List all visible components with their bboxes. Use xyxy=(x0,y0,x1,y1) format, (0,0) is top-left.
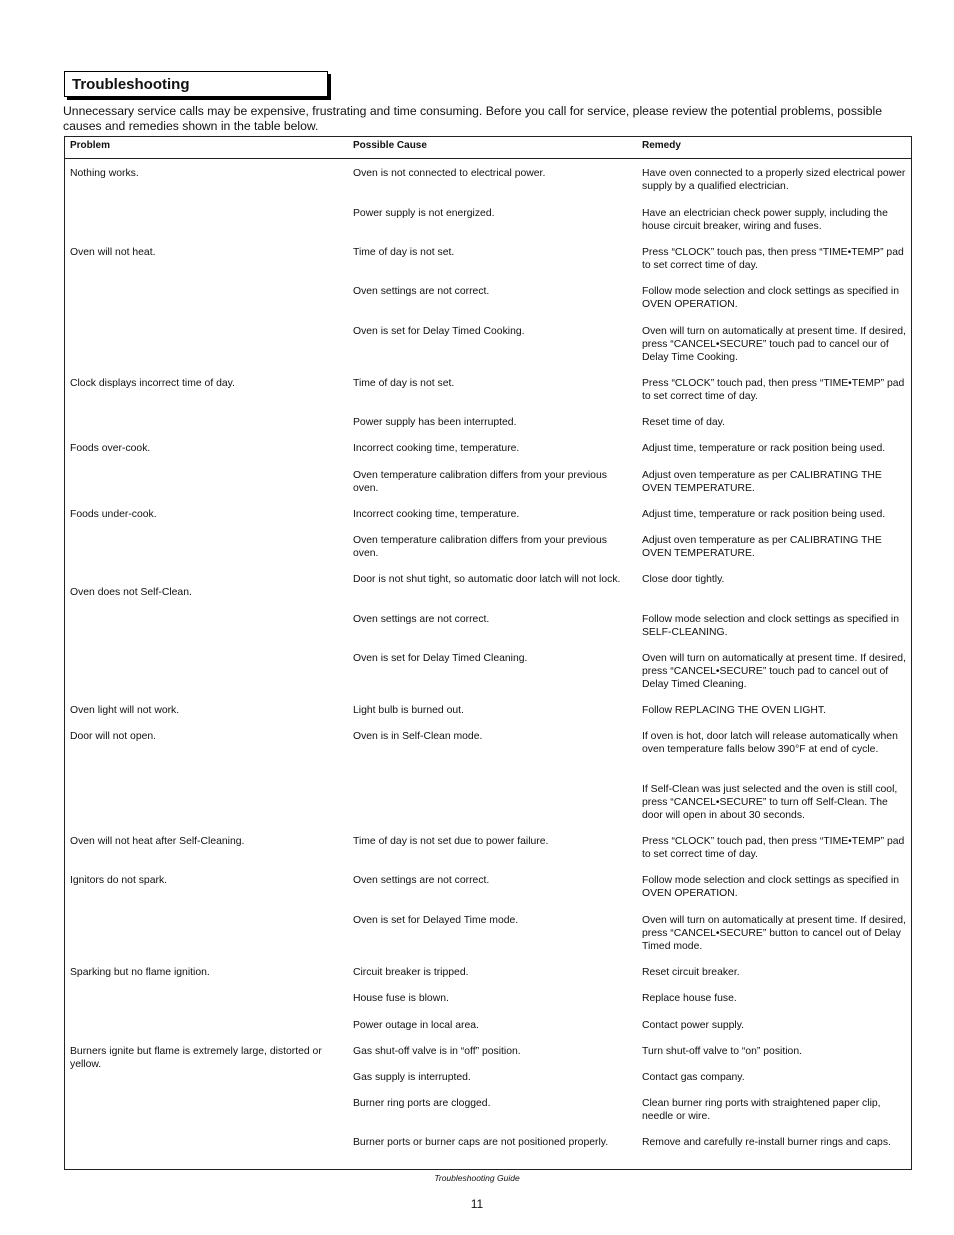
cause-cell: Oven is in Self-Clean mode. xyxy=(353,731,483,742)
cause-cell: House fuse is blown. xyxy=(353,993,449,1004)
cause-cell: Power outage in local area. xyxy=(353,1020,479,1031)
intro-paragraph: Unnecessary service calls may be expensive, frustrating and time consuming. Before you call for service, please review the potential problems, possible causes and remedies shown in the table below. xyxy=(63,104,882,133)
remedy-cell: If oven is hot, door latch will release automatically when oven temperature falls below 390°F at end of cycle. xyxy=(642,731,898,756)
remedy-cell: Oven will turn on automatically at present time. If desired, press “CANCEL•SECURE” button to cancel out of Delay Timed mode. xyxy=(642,915,906,953)
cause-cell: Time of day is not set. xyxy=(353,378,455,389)
cause-cell: Oven settings are not correct. xyxy=(353,614,490,625)
section-title: Troubleshooting xyxy=(72,76,190,93)
remedy-cell: Replace house fuse. xyxy=(642,993,737,1004)
cause-cell: Oven temperature calibration differs from your previous oven. xyxy=(353,535,607,560)
cause-cell: Oven is set for Delayed Time mode. xyxy=(353,915,519,926)
remedy-cell: If Self-Clean was just selected and the oven is still cool, press “CANCEL•SECURE” to turn off Self-Clean. The door will open in about 30 seconds. xyxy=(642,784,898,822)
remedy-cell: Press “CLOCK” touch pas, then press “TIME•TEMP” pad to set correct time of day. xyxy=(642,247,904,272)
remedy-cell: Clean burner ring ports with straightened paper clip, needle or wire. xyxy=(642,1098,881,1123)
cause-cell: Power supply has been interrupted. xyxy=(353,417,517,428)
cause-cell: Oven is set for Delay Timed Cooking. xyxy=(353,326,525,337)
troubleshooting-table xyxy=(64,136,912,1170)
cause-cell: Oven temperature calibration differs from your previous oven. xyxy=(353,470,607,495)
remedy-cell: Follow mode selection and clock settings as specified in OVEN OPERATION. xyxy=(642,875,900,900)
problem-cell: Oven will not heat after Self-Cleaning. xyxy=(70,836,245,847)
cause-cell: Time of day is not set due to power failure. xyxy=(353,836,549,847)
problem-cell: Burners ignite but flame is extremely large, distorted or yellow. xyxy=(70,1046,322,1071)
column-header-problem: Problem xyxy=(70,140,111,151)
remedy-cell: Remove and carefully re-install burner rings and caps. xyxy=(642,1137,891,1148)
section-title-box xyxy=(64,71,328,97)
cause-cell: Incorrect cooking time, temperature. xyxy=(353,509,520,520)
problem-cell: Ignitors do not spark. xyxy=(70,875,168,886)
remedy-cell: Adjust oven temperature as per CALIBRATING THE OVEN TEMPERATURE. xyxy=(642,470,882,495)
remedy-cell: Close door tightly. xyxy=(642,574,725,585)
page-number: 11 xyxy=(470,1197,484,1211)
cause-cell: Time of day is not set. xyxy=(353,247,455,258)
remedy-cell: Have an electrician check power supply, including the house circuit breaker, wiring and fuses. xyxy=(642,208,888,233)
remedy-cell: Follow mode selection and clock settings as specified in OVEN OPERATION. xyxy=(642,286,900,311)
problem-cell: Door will not open. xyxy=(70,731,157,742)
column-header-remedy: Remedy xyxy=(642,140,681,151)
remedy-cell: Oven will turn on automatically at present time. If desired, press “CANCEL•SECURE” touch pad to cancel our of Delay Time Cooking. xyxy=(642,326,906,364)
remedy-cell: Adjust time, temperature or rack position being used. xyxy=(642,509,886,520)
problem-cell: Oven will not heat. xyxy=(70,247,156,258)
remedy-cell: Follow REPLACING THE OVEN LIGHT. xyxy=(642,705,826,716)
cause-cell: Oven settings are not correct. xyxy=(353,875,490,886)
table-header xyxy=(65,137,911,159)
problem-cell: Sparking but no flame ignition. xyxy=(70,967,210,978)
remedy-cell: Have oven connected to a properly sized electrical power supply by a qualified electrician. xyxy=(642,168,906,193)
table-caption: Troubleshooting Guide xyxy=(434,1173,520,1183)
cause-cell: Door is not shut tight, so automatic door latch will not lock. xyxy=(353,574,621,585)
cause-cell: Oven is not connected to electrical power. xyxy=(353,168,546,179)
remedy-cell: Contact gas company. xyxy=(642,1072,745,1083)
cause-cell: Circuit breaker is tripped. xyxy=(353,967,469,978)
remedy-cell: Press “CLOCK” touch pad, then press “TIME•TEMP” pad to set correct time of day. xyxy=(642,378,905,403)
cause-cell: Burner ring ports are clogged. xyxy=(353,1098,491,1109)
remedy-cell: Follow mode selection and clock settings as specified in SELF-CLEANING. xyxy=(642,614,900,639)
cause-cell: Oven is set for Delay Timed Cleaning. xyxy=(353,653,528,664)
problem-cell: Clock displays incorrect time of day. xyxy=(70,378,235,389)
problem-cell: Foods over-cook. xyxy=(70,443,151,454)
remedy-cell: Contact power supply. xyxy=(642,1020,745,1031)
remedy-cell: Reset circuit breaker. xyxy=(642,967,740,978)
remedy-cell: Reset time of day. xyxy=(642,417,725,428)
cause-cell: Power supply is not energized. xyxy=(353,208,495,219)
cause-cell: Burner ports or burner caps are not positioned properly. xyxy=(353,1137,609,1148)
remedy-cell: Turn shut-off valve to “on” position. xyxy=(642,1046,802,1057)
column-header-cause: Possible Cause xyxy=(353,140,427,151)
remedy-cell: Adjust time, temperature or rack position being used. xyxy=(642,443,886,454)
problem-cell: Oven does not Self-Clean. xyxy=(70,587,192,598)
cause-cell: Oven settings are not correct. xyxy=(353,286,490,297)
remedy-cell: Oven will turn on automatically at present time. If desired, press “CANCEL•SECURE” touch pad to cancel out of Delay Timed Cleaning. xyxy=(642,653,906,691)
problem-cell: Nothing works. xyxy=(70,168,139,179)
cause-cell: Gas shut-off valve is in “off” position. xyxy=(353,1046,521,1057)
remedy-cell: Press “CLOCK” touch pad, then press “TIME•TEMP” pad to set correct time of day. xyxy=(642,836,905,861)
problem-cell: Foods under-cook. xyxy=(70,509,157,520)
cause-cell: Gas supply is interrupted. xyxy=(353,1072,471,1083)
problem-cell: Oven light will not work. xyxy=(70,705,180,716)
remedy-cell: Adjust oven temperature as per CALIBRATING THE OVEN TEMPERATURE. xyxy=(642,535,882,560)
cause-cell: Light bulb is burned out. xyxy=(353,705,464,716)
cause-cell: Incorrect cooking time, temperature. xyxy=(353,443,520,454)
